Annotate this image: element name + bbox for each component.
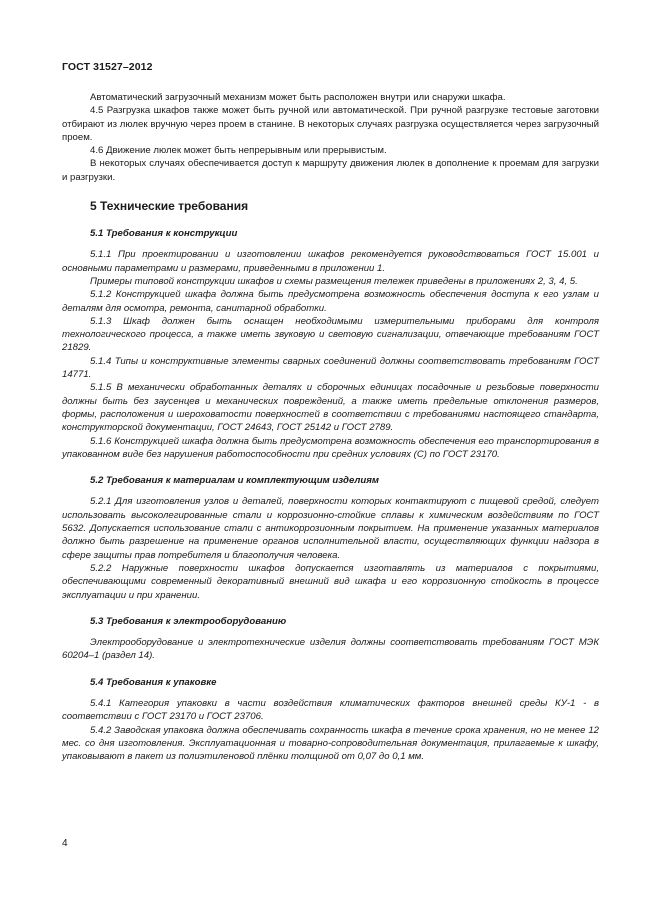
paragraph-5-3: Электрооборудование и электротехнические изделия должны соответствовать требованиям ГОСТ МЭК 60204–1 (раздел 14).	[62, 637, 599, 662]
subsection-5-2-title: 5.2 Требования к материалам и комплектующим изделиям	[90, 475, 379, 487]
paragraph-4-5: 4.5 Разгрузка шкафов также может быть ручной или автоматической. При ручной разгрузке тестовые заготовки отбирают из люлек вручную через проем в станине. В некоторых случаях разгрузка осуществляется через загрузочный проем.	[62, 105, 599, 143]
paragraph-intro-4: В некоторых случаях обеспечивается доступ к маршруту движения люлек в дополнение к проемам для загрузки и разгрузки.	[62, 158, 599, 183]
page-content	[62, 91, 599, 763]
paragraph-5-2-1: 5.2.1 Для изготовления узлов и деталей, поверхности которых контактируют с пищевой средой, следует использовать высоколегированные стали и коррозионно-стойкие сплавы к химическим воздействиям по ГОСТ 5632. Допускается использование стали с антикоррозионным покрытием. На применение указанных материалов должно быть разрешение на применение органов исполнительной власти, осуществляющих функции надзора в сфере защиты прав потребителя и благополучия человека.	[62, 496, 599, 561]
paragraph-5-1-5: 5.1.5 В механически обработанных деталях и сборочных единицах посадочные и резьбовые поверхности должны быть без заусенцев и механических повреждений, а также иметь предельные отклонения размеров, формы, расположения и шероховатости поверхностей в соответствии с требованиями настоящего стандарта, конструкторской документации, ГОСТ 24643, ГОСТ 25142 и ГОСТ 2789.	[62, 382, 599, 434]
paragraph-intro-1: Автоматический загрузочный механизм может быть расположен внутри или снаружи шкафа.	[90, 92, 506, 103]
subsection-5-1-title: 5.1 Требования к конструкции	[90, 228, 238, 240]
page-number: 4	[62, 838, 68, 849]
paragraph-5-4-2: 5.4.2 Заводская упаковка должна обеспечивать сохранность шкафа в течение срока хранения, но не менее 12 мес. со дня изготовления. Эксплуатационная и товарно-сопроводительная документация, прилагаемые к шкафу, упаковывают в пакет из полиэтиленовой плёнки толщиной от 0,07 до 0,1 мм.	[62, 724, 599, 763]
paragraph-5-2-2: 5.2.2 Наружные поверхности шкафов допускается изготавлять из материалов с покрытиями, обеспечивающими современный декоративный внешний вид шкафа и его коррозионную стойкость в процессе эксплуатации и при хранении.	[62, 562, 599, 601]
paragraph-5-1-6: 5.1.6 Конструкцией шкафа должна быть предусмотрена возможность обеспечения его транспортирования в упакованном виде без нарушения работоспособности при средних условиях (С) по ГОСТ 23170.	[62, 435, 599, 460]
paragraph-5-1-1-examples: Примеры типовой конструкции шкафов и схемы размещения тележек приведены в приложениях 2, 3, 4, 5.	[90, 275, 578, 287]
paragraph-5-1-1: 5.1.1 При проектировании и изготовлении шкафов рекомендуется руководствоваться ГОСТ 15.001 и основными параметрами и размерами, приведенными в приложении 1.	[62, 249, 599, 274]
section-5-title: 5 Технические требования	[90, 199, 249, 214]
document-header: ГОСТ 31527–2012	[62, 61, 153, 73]
subsection-5-3-title: 5.3 Требования к электрооборудованию	[90, 615, 287, 627]
paragraph-5-1-3: 5.1.3 Шкаф должен быть оснащен необходимыми измерительными приборами для контроля технологического процесса, а также иметь звуковую и световую сигнализации, отвечающие требованиям ГОСТ 21829.	[62, 315, 599, 354]
paragraph-5-1-4: 5.1.4 Типы и конструктивные элементы сварных соединений должны соответствовать требованиям ГОСТ 14771.	[62, 355, 599, 381]
paragraph-5-4-1: 5.4.1 Категория упаковки в части воздействия климатических факторов внешней среды КУ-1 - в соответствии с ГОСТ 23170 и ГОСТ 23706.	[62, 697, 599, 723]
paragraph-4-6: 4.6 Движение люлек может быть непрерывным или прерывистым.	[90, 145, 387, 157]
paragraph-5-1-2: 5.1.2 Конструкцией шкафа должна быть предусмотрена возможность обеспечения доступа к его узлам и деталям для осмотра, ремонта, санитарной обработки.	[62, 289, 599, 314]
subsection-5-4-title: 5.4 Требования к упаковке	[90, 676, 217, 688]
